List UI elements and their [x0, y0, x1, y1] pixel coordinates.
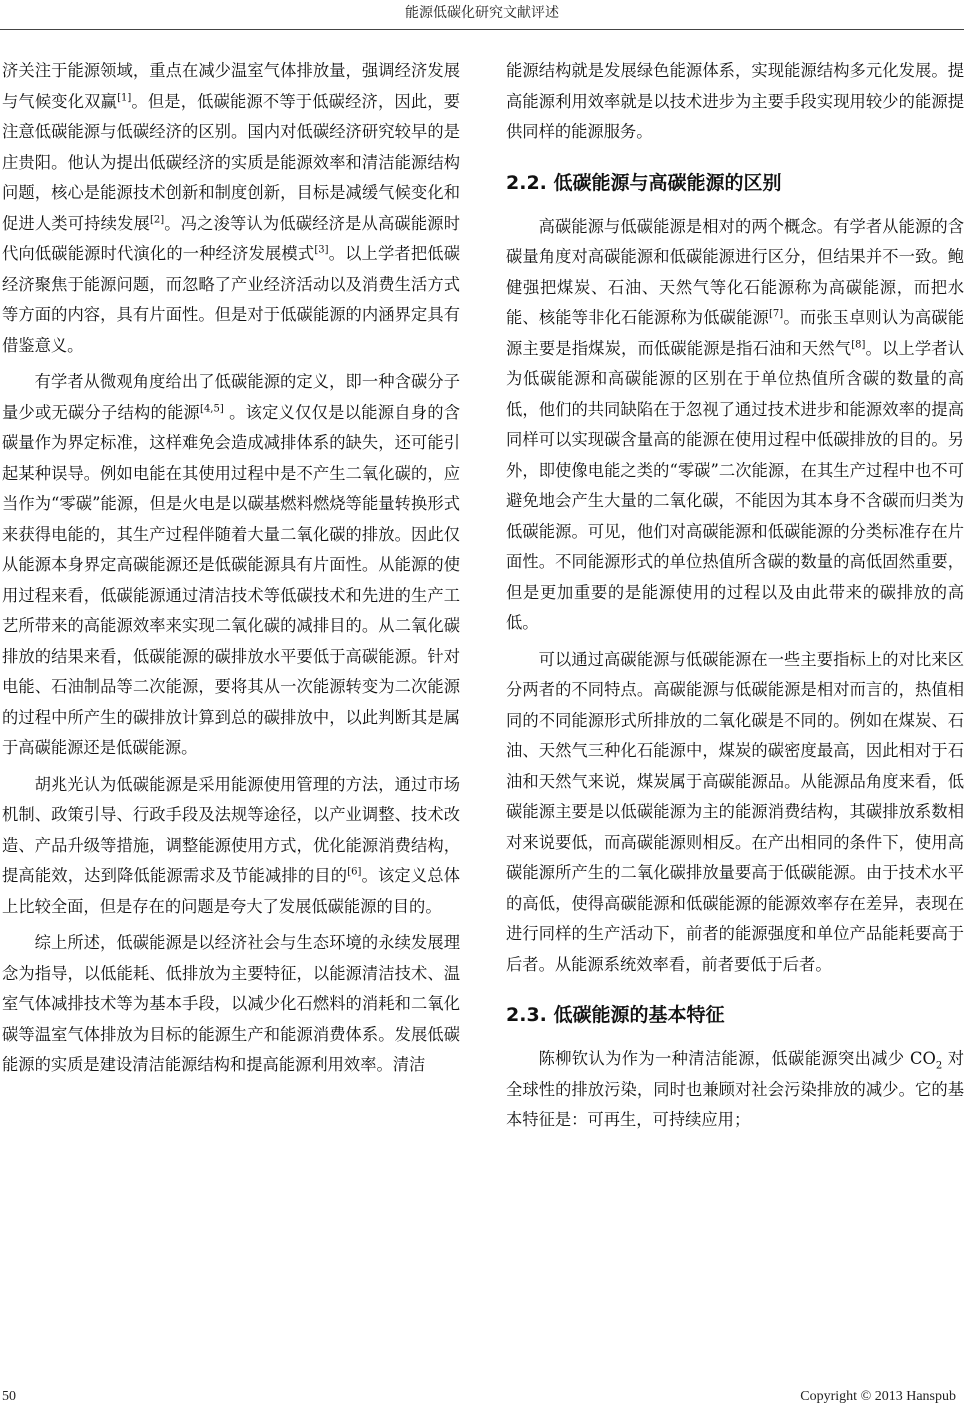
running-title: 能源低碳化研究文献评述	[405, 5, 559, 21]
paragraph-7	[506, 1044, 964, 1136]
text-run: 。该定义总体上比较全面，但是存在的问题是夸大了发展低碳能源的目的。	[2, 866, 460, 916]
text-run: 。而张玉卓则认为高碳能源主要是指煤炭，而低碳能源是指石油和天然气	[506, 308, 964, 358]
paragraph-6: 可以通过高碳能源与低碳能源在一些主要指标上的对比来区分两者的不同特点。高碳能源与低碳能源是相对而言的，热值相同的不同能源形式所排放的二氧化碳是不同的。例如在煤炭、石油、天然气三种化石能源中，煤炭的碳密度最高，因此相对于石油和天然气来说，煤炭属于高碳能源品。从能源品角度来看，低碳能源主要是以低碳能源为主的能源消费结构，其碳排放系数相对来说要低，而高碳能源则相反。在产出相同的条件下，使用高碳能源所产生的二氧化碳排放量要高于低碳能源。由于技术水平的高低，使得高碳能源和低碳能源的能源效率存在差异，表现在进行同样的生产活动下，前者的能源强度和单位产品能耗要高于后者。从能源系统效率看，前者要低于后者。	[506, 649, 964, 974]
paragraph-5	[506, 212, 964, 639]
text-run: 综上所述，低碳能源是以经济社会与生态环境的永续发展理念为指导，以低能耗、低排放为主要特征，以能源清洁技术、温室气体减排技术等为基本手段，以减少化石燃料的消耗和二氧化碳等温室气体排放为目标的能源生产和能源消费体系。发展低碳能源的实质是建设清洁能源结构和提高能源利用效率。清洁	[2, 933, 460, 1074]
subscript: 2	[935, 1060, 943, 1072]
citation-ref: [1]	[117, 92, 132, 104]
text-run: 。以上学者把低碳经济聚焦于能源问题，而忽略了产业经济活动以及消费生活方式等方面的内容，具有片面性。但是对于低碳能源的内涵界定具有借鉴意义。	[2, 244, 460, 355]
citation-ref: [3]	[314, 244, 329, 256]
text-run: 陈柳钦认为作为一种清洁能源，低碳能源突出减少 CO	[538, 1049, 936, 1068]
text-run: 胡兆光认为低碳能源是采用能源使用管理的方法，通过市场机制、政策引导、行政手段及法规等途径，以产业调整、技术改造、产品升级等措施，调整能源使用方式，优化能源消费结构，提高能效，达到降低能源需求及节能减排的目的	[2, 774, 460, 885]
left-column	[2, 56, 460, 1376]
paragraph-2	[2, 367, 460, 764]
page-number: 50	[2, 1389, 16, 1404]
text-run: 。该定义仅仅是以能源自身的含碳量作为界定标准，这样难免会造成减排体系的缺失，还可能引起某种误导。例如电能在其使用过程中是不产生二氧化碳的，应当作为“零碳”能源，但是火电是以碳基燃料燃烧等能量转换形式来获得电能的，其生产过程伴随着大量二氧化碳的排放。因此仅从能源本身界定高碳能源还是低碳能源具有片面性。从能源的使用过程来看，低碳能源通过清洁技术等低碳技术和先进的生产工艺所带来的高能源效率来实现二氧化碳的减排目的。从二氧化碳排放的结果来看，低碳能源的碳排放水平要低于高碳能源。针对电能、石油制品等二次能源，要将其从一次能源转变为二次能源的过程中所产生的碳排放计算到总的碳排放中，以此判断其是属于高碳能源还是低碳能源。	[2, 402, 460, 757]
text-run: 济关注于能源领域，重点在减少温室气体排放量，强调经济发展与气候变化双赢	[2, 61, 460, 111]
paragraph-continued: 能源结构就是发展绿色能源体系，实现能源结构多元化发展。提高能源利用效率就是以技术进步为主要手段实现用较少的能源提供同样的能源服务。	[506, 61, 964, 141]
paragraph-3	[2, 770, 460, 923]
citation-ref: [8]	[851, 339, 866, 351]
citation-ref: [2]	[149, 214, 165, 226]
citation-ref: [6]	[347, 866, 362, 878]
text-run: 。以上学者认为低碳能源和高碳能源的区别在于单位热值所含碳的数量的高低，他们的共同缺陷在于忽视了通过技术进步和能源效率的提高同样可以实现碳含量高的能源在使用过程中低碳排放的目的。另外，即使像电能之类的“零碳”二次能源，在其生产过程中也不可避免地会产生大量的二氧化碳，不能因为其本身不含碳而归类为低碳能源。可见，他们对高碳能源和低碳能源的分类标准存在片面性。不同能源形式的单位热值所含碳的数量的高低固然重要，但是更加重要的是能源使用的过程以及由此带来的碳排放的高低。	[506, 338, 964, 632]
text-run: 高碳能源与低碳能源是相对的两个概念。有学者从能源的含碳量角度对高碳能源和低碳能源进行区分，但结果并不一致。鲍健强把煤炭、石油、天然气等化石能源称为高碳能源，而把水能、核能等非化石能源称为低碳能源	[506, 216, 964, 327]
citation-ref: [4,5]	[200, 403, 224, 415]
text-run: 有学者从微观角度给出了低碳能源的定义，即一种含碳分子量少或无碳分子结构的能源	[2, 372, 460, 422]
copyright-notice: Copyright © 2013 Hanspub	[800, 1389, 956, 1404]
running-header	[0, 0, 964, 30]
section-heading-2-2: 2.2. 低碳能源与高碳能源的区别	[506, 171, 782, 194]
paragraph-1	[2, 56, 460, 361]
citation-ref: [7]	[769, 308, 784, 320]
text-run: 。但是，低碳能源不等于低碳经济，因此，要注意低碳能源与低碳经济的区别。国内对低碳经济研究较早的是庄贵阳。他认为提出低碳经济的实质是能源效率和清洁能源结构问题，核心是能源技术创新和制度创新，目标是减缓气候变化和促进人类可持续发展	[2, 91, 460, 233]
text-run: 对全球性的排放污染，同时也兼顾对社会污染排放的减少。它的基本特征是：可再生，可持续应用；	[506, 1049, 964, 1129]
text-run: 。冯之浚等认为低碳经济是从高碳能源时代向低碳能源时代演化的一种经济发展模式	[2, 213, 460, 263]
paragraph-4	[2, 928, 460, 1081]
section-heading-2-3: 2.3. 低碳能源的基本特征	[506, 1004, 725, 1026]
right-column	[506, 56, 964, 1376]
